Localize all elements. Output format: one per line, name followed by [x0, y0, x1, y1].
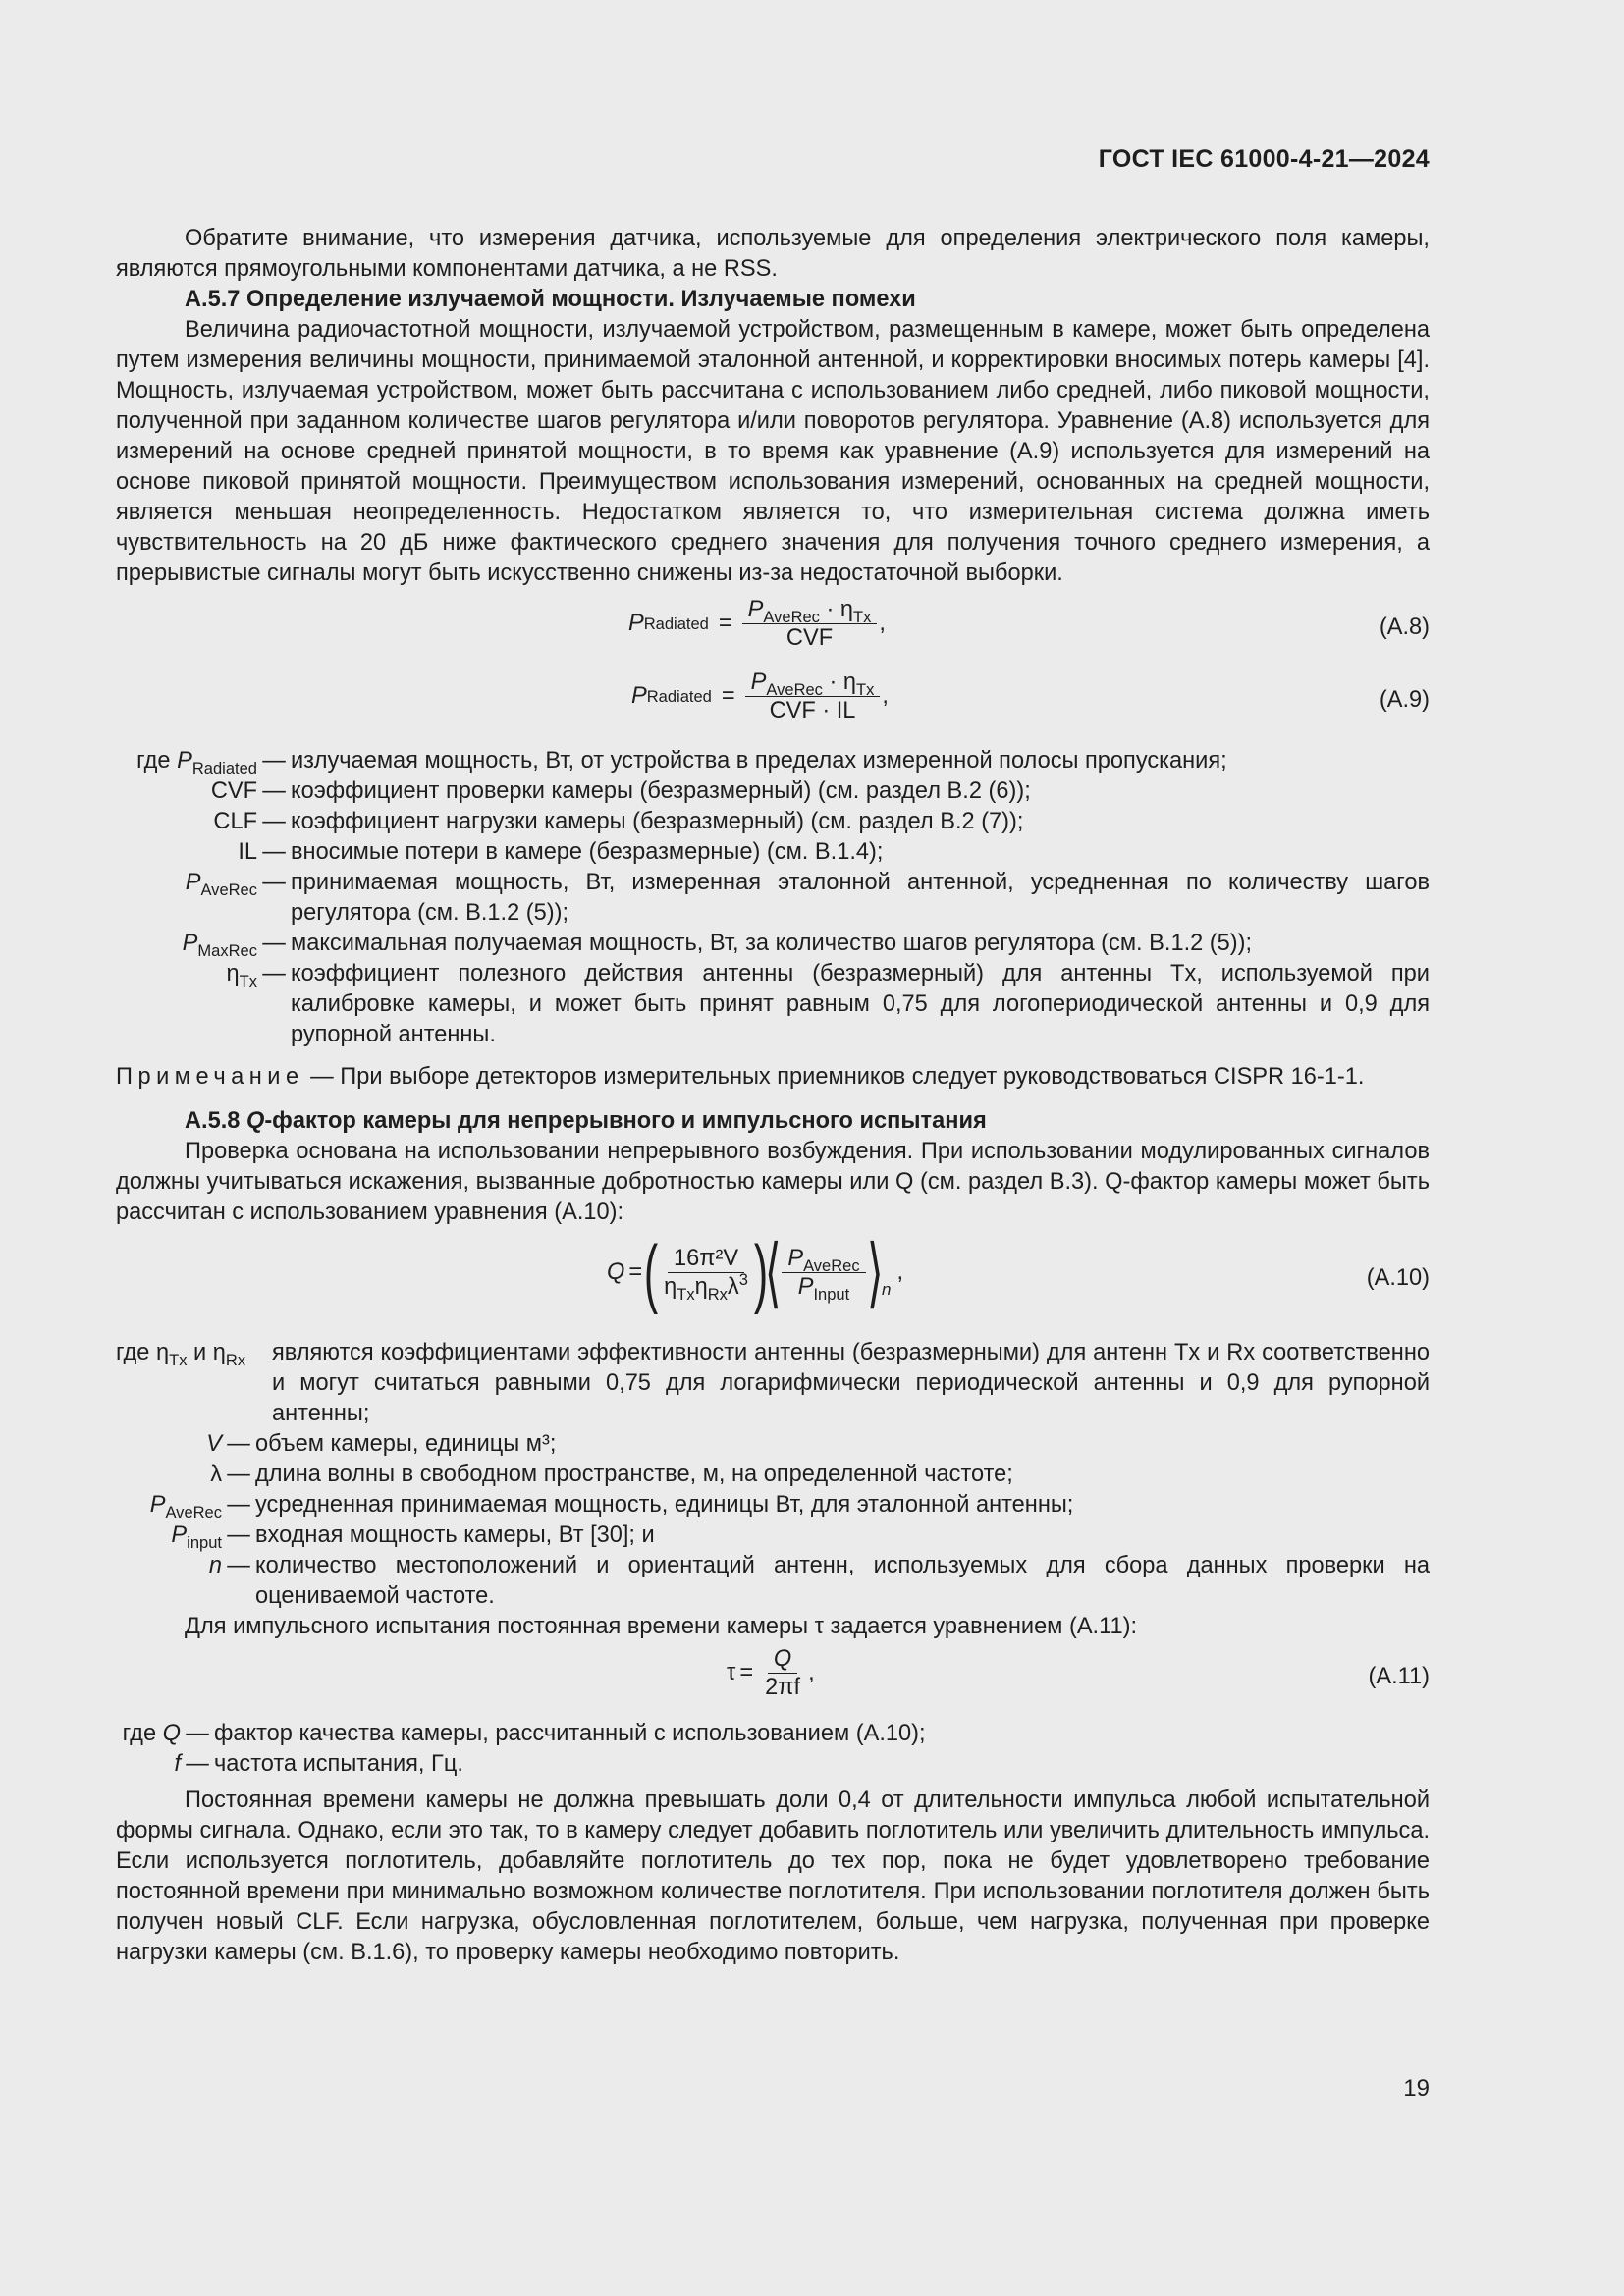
eq-a11-num: Q [768, 1646, 797, 1674]
definition-item: CVF — коэффициент проверки камеры (безразмерный) (см. раздел В.2 (6)); [116, 776, 1430, 807]
section-a58-paragraph: Проверка основана на использовании непрерывного возбуждения. При использовании модулированных сигналов должны учитываться искажения, вызванные добротностью камеры или Q (см. раздел В.3). Q-фактор камеры может быть рассчитан с использованием уравнения (А.10): [116, 1139, 1430, 1225]
eq-a10-den-sub1: Tx [677, 1284, 695, 1304]
note-label: Примечание [116, 1064, 304, 1090]
def-text: входная мощность камеры, Вт [30]; и [255, 1522, 655, 1548]
definitions-list-a11 [116, 1719, 1430, 1780]
definition-item: $\eta_{Tx}$ — коэффициент полезного действия антенны (безразмерный) для антенны Tx, используемой при калибровке камеры, и может быть принят равным 0,75 для логопериодической антенны и 0,9 для рупорной антенны. [116, 959, 1430, 1050]
def-text: коэффициент полезного действия антенны (безразмерный) для антенны Tx, используемой при калибровке камеры, и может быть принят равным 0,75 для логопериодической антенны и 0,9 для рупорной антенны. [291, 961, 1430, 1047]
def-symbol-sub: AveRec [165, 1502, 222, 1522]
def-text: коэффициент проверки камеры (безразмерный) (см. раздел В.2 (6)); [291, 778, 1031, 804]
definition-item [116, 1338, 1430, 1429]
definition-item: где $P_{Radiated}$ — излучаемая мощность, Вт, от устройства в пределах измеренной полосы пропускания; [116, 746, 1430, 776]
def-symbol-sub: AveRec [200, 880, 257, 899]
eq-a10-pnum-sub: AveRec [803, 1255, 860, 1275]
equation-a10: Q = ( $\frac{\text{16π²V}}{\eta_{Tx}\eta_{Rx}\lambda^3}$ ) ⟨ $\frac{P_{AveRec}}{P_{Input}}$ ⟩ n , (А.10) [607, 1229, 1430, 1315]
def-text: являются коэффициентами эффективности антенны (безразмерными) для антенн Tx и Rx соответственно и могут считаться равными 0,75 для логарифмически периодической антенны и 0,9 для рупорной антенны; [272, 1340, 1430, 1426]
def-symbol: P [171, 1522, 188, 1548]
def-symbol: P [149, 1492, 166, 1518]
definition-item: f — частота испытания, Гц. [116, 1749, 1430, 1780]
definitions-list-a58-b [116, 1429, 1430, 1612]
eq-a8-fraction: $\frac{P_{AveRec} \cdot \eta_{Tx}}{\text{CVF}}$ [742, 597, 878, 651]
page-body [116, 224, 1430, 1968]
def-text: излучаемая мощность, Вт, от устройства в пределах измеренной полосы пропускания; [291, 748, 1227, 774]
eq-a11-den: 2πf [765, 1675, 801, 1700]
def-symbol-sub: Radiated [191, 758, 257, 777]
section-heading-a57: А.5.7 Определение излучаемой мощности. Излучаемые помехи [185, 287, 916, 312]
def-symbol: P [182, 931, 198, 956]
def-text: коэффициент нагрузки камеры (безразмерный) (см. раздел В.2 (7)); [291, 809, 1024, 834]
def-text: длина волны в свободном пространстве, м, на определенной частоте; [255, 1462, 1013, 1487]
def-text: фактор качества камеры, рассчитанный с использованием (А.10); [214, 1721, 926, 1746]
definition-item: $P_{MaxRec}$ — максимальная получаемая мощность, Вт, за количество шагов регулятора (см. В.1.2 (5)); [116, 929, 1430, 959]
def-symbol: V [206, 1431, 222, 1457]
definition-item: IL — вносимые потери в камере (безразмерные) (см. В.1.4); [116, 837, 1430, 868]
definition-item: λ — длина волны в свободном пространстве, м, на определенной частоте; [116, 1460, 1430, 1490]
def-symbol: Q [162, 1721, 181, 1746]
eq-a10-den-sub2: Rx [707, 1284, 728, 1304]
def-text: частота испытания, Гц. [214, 1751, 463, 1777]
eq-a10-number: (А.10) [1366, 1265, 1430, 1291]
heading-number: А.5.8 [185, 1108, 241, 1134]
def-symbol: P [185, 870, 201, 895]
eq-a10-pden-sub: Input [813, 1284, 850, 1304]
definition-item: n — количество местоположений и ориентаций антенн, используемых для сбора данных проверки на оцениваемой частоте. [116, 1551, 1430, 1612]
where-label: где [136, 748, 171, 774]
def-symbol-sub: input [187, 1532, 222, 1552]
where-eta: где η [116, 1340, 170, 1365]
definition-item: $P_{AveRec}$ — усредненная принимаемая мощность, единицы Вт, для эталонной антенны; [116, 1490, 1430, 1521]
note-text: — При выборе детекторов измерительных приемников следует руководствоваться CISPR 16-1-1. [310, 1064, 1365, 1090]
heading-rest: -фактор камеры для непрерывного и импульсного испытания [264, 1108, 987, 1134]
page-number: 19 [1403, 2075, 1430, 2102]
def-text: принимаемая мощность, Вт, измеренная эталонной антенной, усредненная по количеству шагов регулятора (см. В.1.2 (5)); [291, 870, 1430, 926]
definition-item: CLF — коэффициент нагрузки камеры (безразмерный) (см. раздел В.2 (7)); [116, 807, 1430, 837]
where-label: где [122, 1721, 163, 1746]
equation-a8: P Radiated = $\frac{P_{AveRec} \cdot \eta_{Tx}}{\text{CVF}}$ , (А.8) [628, 597, 1430, 651]
eq-a11-number: (А.11) [1368, 1664, 1430, 1689]
section-a57-paragraph: Величина радиочастотной мощности, излучаемой устройством, размещенным в камере, может быть определена путем измерения величины мощности, принимаемой эталонной антенной, и корректировки вносимых потерь камеры [4]. Мощность, излучаемая устройством, может быть рассчитана с использованием либо средней, либо пиковой мощности, полученной при заданном количестве шагов регулятора и/или поворотов регулятора. Уравнение (А.8) используется для измерений на основе средней принятой мощности, в то время как уравнение (А.9) используется для измерений на основе пиковой принятой мощности. Преимуществом использования измерений, основанных на средней мощности, является меньшая неопределенность. Недостатком является то, что измерительная система должна иметь чувствительность на 20 дБ ниже фактического среднего значения для получения точного среднего измерения, а прерывистые сигналы могут быть искусственно снижены из-за недостаточной выборки. [116, 317, 1430, 586]
pulse-paragraph: Для импульсного испытания постоянная времени камеры τ задается уравнением (А.11): [185, 1614, 1138, 1639]
def-symbol: CLF [213, 809, 257, 834]
heading-q: Q [245, 1108, 265, 1134]
eq-a9-number: (А.9) [1379, 687, 1430, 713]
definitions-list-a58 [116, 1338, 1430, 1429]
eq-a8-den: CVF [785, 625, 834, 651]
def-symbol: λ [210, 1462, 222, 1487]
eq-a10-fraction-2: $\frac{P_{AveRec}}{P_{Input}}$ [782, 1246, 865, 1300]
def-symbol-sub: Tx [239, 971, 257, 990]
definition-item: $P_{input}$ — входная мощность камеры, Вт [30]; и [116, 1521, 1430, 1551]
definition-item: V — объем камеры, единицы м³; [116, 1429, 1430, 1460]
note [116, 1062, 1430, 1093]
eq-a9-num-sub: AveRec [766, 679, 823, 699]
def-text: количество местоположений и ориентаций антенн, используемых для сбора данных проверки на оцениваемой частоте. [255, 1553, 1430, 1609]
definition-item: где Q — фактор качества камеры, рассчитанный с использованием (А.10); [116, 1719, 1430, 1749]
def-symbol: f [174, 1751, 181, 1777]
eq-a9-den: CVF · IL [769, 698, 856, 723]
where-eta-sub1: Tx [169, 1350, 188, 1369]
definition-item: $P_{AveRec}$ — принимаемая мощность, Вт, измеренная эталонной антенной, усредненная по количеству шагов регулятора (см. В.1.2 (5)); [116, 868, 1430, 929]
where-and: и η [187, 1340, 226, 1365]
document-header: ГОСТ IEC 61000-4-21—2024 [1098, 145, 1430, 173]
definitions-list-a57 [116, 746, 1430, 1050]
eq-a10-num: 16π²V [668, 1246, 744, 1273]
eq-a8-number: (А.8) [1379, 614, 1430, 640]
equation-a11: τ = $\frac{Q}{2\pi f}$ , (А.11) [727, 1646, 1430, 1700]
equation-a9: P Radiated = $\frac{P_{AveRec} \cdot \eta_{Tx}}{\text{CVF · IL}}$ , (А.9) [631, 669, 1430, 723]
final-paragraph: Постоянная времени камеры не должна превышать доли 0,4 от длительности импульса любой испытательной формы сигнала. Однако, если это так, то в камеру следует добавить поглотитель или увеличить длительность импульса. Если используется поглотитель, добавляйте поглотитель до тех пор, пока не будет удовлетворено требование постоянной времени при минимально возможном количестве поглотителя. При использовании поглотителя должен быть получен новый CLF. Если нагрузка, обусловленная поглотителем, больше, чем нагрузка, полученная при проверке нагрузки камеры (см. В.1.6), то проверку камеры необходимо повторить. [116, 1788, 1430, 1965]
def-text: усредненная принимаемая мощность, единицы Вт, для эталонной антенны; [255, 1492, 1074, 1518]
def-text: максимальная получаемая мощность, Вт, за количество шагов регулятора (см. В.1.2 (5)); [291, 931, 1253, 956]
def-symbol-sub: MaxRec [197, 940, 257, 960]
eq-a9-fraction: $\frac{P_{AveRec} \cdot \eta_{Tx}}{\text{CVF · IL}}$ [745, 669, 881, 723]
def-text: вносимые потери в камере (безразмерные) (см. В.1.4); [291, 839, 884, 865]
intro-paragraph: Обратите внимание, что измерения датчика, используемые для определения электрического поля камеры, являются прямоугольными компонентами датчика, а не RSS. [116, 226, 1430, 282]
def-symbol: P [177, 748, 192, 774]
def-symbol: η [226, 961, 240, 987]
eq-a10-fraction-1: $\frac{\text{16π²V}}{\eta_{Tx}\eta_{Rx}\lambda^3}$ [664, 1245, 748, 1304]
eq-a11-fraction [759, 1646, 806, 1700]
eq-a8-num-sub: AveRec [763, 607, 820, 626]
section-heading-a58 [116, 1106, 1430, 1137]
where-eta-sub2: Rx [225, 1350, 246, 1369]
def-symbol: n [208, 1553, 222, 1578]
def-text: объем камеры, единицы м³; [255, 1431, 557, 1457]
def-symbol: CVF [210, 778, 257, 804]
def-symbol: IL [238, 839, 257, 865]
